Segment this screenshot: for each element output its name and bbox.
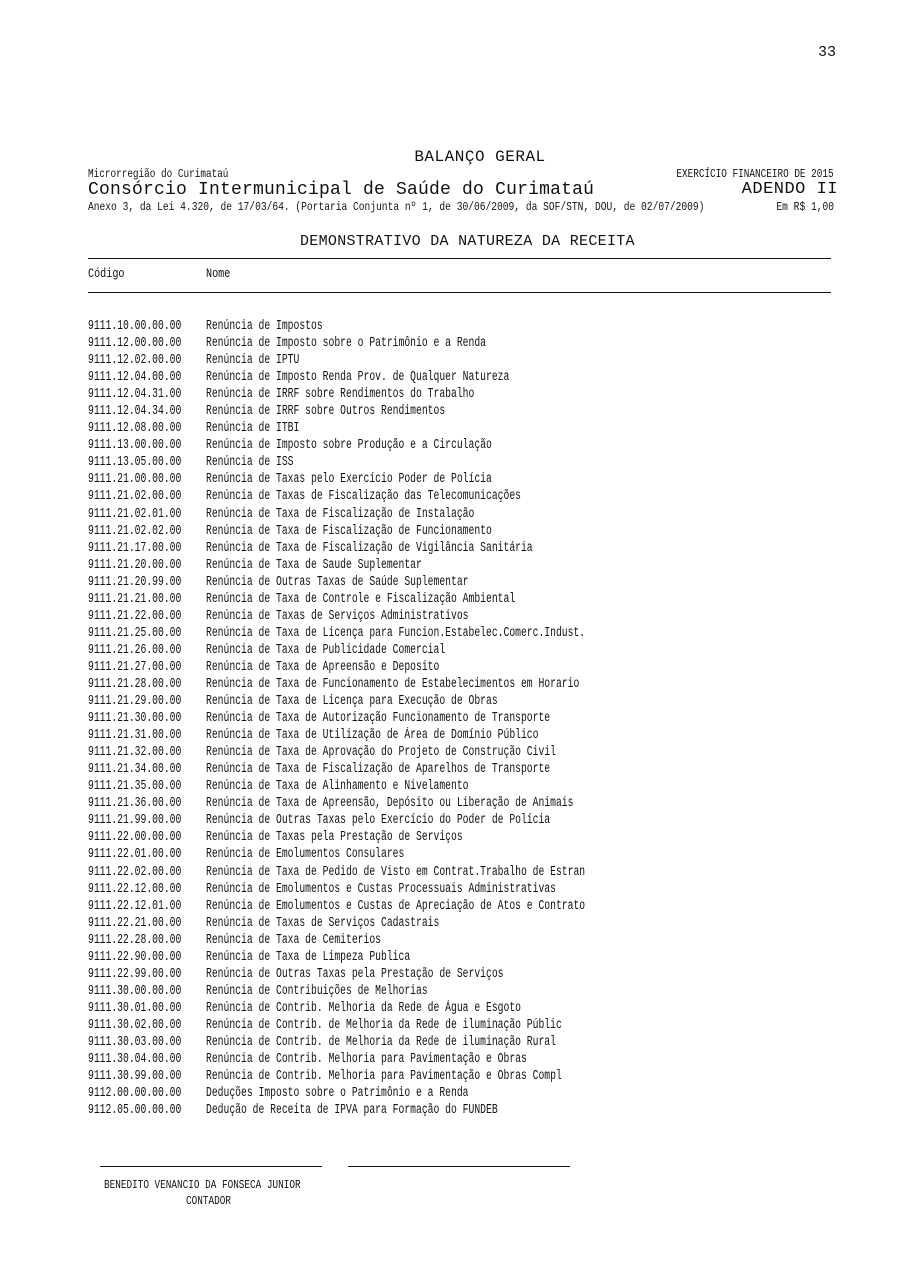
row-name: Renúncia de Taxa de Fiscalização de Vigilância Sanitária	[206, 540, 533, 556]
table-row	[88, 693, 788, 710]
region-label: Microrregião do Curimataú	[88, 167, 229, 181]
table-row	[88, 846, 788, 863]
row-code: 9111.12.04.00.00	[88, 370, 182, 386]
row-name: Renúncia de Taxas pela Prestação de Serviços	[206, 830, 463, 846]
table-row	[88, 1034, 788, 1051]
table-row	[88, 761, 788, 778]
row-code: 9111.12.00.00.00	[88, 336, 182, 352]
adendo-label: ADENDO II	[741, 180, 838, 199]
row-name: Renúncia de Contribuições de Melhorias	[206, 983, 428, 999]
row-name: Renúncia de Taxa de Alinhamento e Nivelamento	[206, 779, 469, 795]
revenue-table	[88, 318, 788, 1119]
row-name: Renúncia de Taxas pelo Exercício Poder de Polícia	[206, 472, 492, 488]
row-code: 9111.12.08.00.00	[88, 421, 182, 437]
row-code: 9111.22.00.00.00	[88, 830, 182, 846]
row-code: 9111.21.99.00.00	[88, 813, 182, 829]
table-row	[88, 966, 788, 983]
page-number: 33	[818, 44, 837, 61]
row-name: Renúncia de Outras Taxas pela Prestação de Serviços	[206, 966, 504, 982]
table-row	[88, 778, 788, 795]
row-code: 9111.22.21.00.00	[88, 915, 182, 931]
table-row	[88, 659, 788, 676]
signature-line-right	[348, 1166, 570, 1167]
row-name: Renúncia de Taxa de Apreensão, Depósito ou Liberação de Animais	[206, 796, 574, 812]
row-name: Renúncia de Outras Taxas de Saúde Suplementar	[206, 574, 469, 590]
table-row	[88, 488, 788, 505]
row-code: 9111.22.28.00.00	[88, 932, 182, 948]
row-code: 9111.21.35.00.00	[88, 779, 182, 795]
row-code: 9111.12.02.00.00	[88, 353, 182, 369]
row-name: Renúncia de Contrib. Melhoria para Pavimentação e Obras Compl	[206, 1069, 562, 1085]
row-code: 9111.21.31.00.00	[88, 728, 182, 744]
row-name: Renúncia de Taxa de Fiscalização de Aparelhos de Transporte	[206, 762, 551, 778]
table-row	[88, 932, 788, 949]
table-row	[88, 881, 788, 898]
row-code: 9111.22.01.00.00	[88, 847, 182, 863]
row-code: 9112.05.00.00.00	[88, 1103, 182, 1119]
row-name: Renúncia de IRRF sobre Outros Rendimentos	[206, 404, 446, 420]
row-name: Deduções Imposto sobre o Patrimônio e a Renda	[206, 1086, 469, 1102]
column-header-name: Nome	[206, 266, 231, 281]
signatory-name: BENEDITO VENANCIO DA FONSECA JUNIOR	[104, 1178, 301, 1192]
row-code: 9111.21.30.00.00	[88, 711, 182, 727]
row-name: Renúncia de Imposto sobre o Patrimônio e a Renda	[206, 336, 486, 352]
column-header-code: Código	[88, 266, 125, 281]
row-name: Renúncia de Taxa de Limpeza Publica	[206, 949, 411, 965]
table-row	[88, 1017, 788, 1034]
row-code: 9112.00.00.00.00	[88, 1086, 182, 1102]
table-row	[88, 795, 788, 812]
table-row	[88, 829, 788, 846]
table-row	[88, 471, 788, 488]
table-row	[88, 523, 788, 540]
row-name: Renúncia de Taxas de Serviços Administrativos	[206, 608, 469, 624]
table-row	[88, 335, 788, 352]
table-row	[88, 915, 788, 932]
row-code: 9111.30.03.00.00	[88, 1034, 182, 1050]
row-name: Renúncia de Emolumentos Consulares	[206, 847, 405, 863]
row-code: 9111.30.00.00.00	[88, 983, 182, 999]
table-row	[88, 369, 788, 386]
currency-unit: Em R$ 1,00	[776, 200, 834, 214]
row-code: 9111.21.02.00.00	[88, 489, 182, 505]
row-name: Renúncia de Impostos	[206, 319, 323, 334]
row-code: 9111.21.32.00.00	[88, 745, 182, 761]
table-row	[88, 1068, 788, 1085]
signature-line-left	[100, 1166, 322, 1167]
row-name: Renúncia de Taxa de Fiscalização de Instalação	[206, 506, 475, 522]
table-row	[88, 710, 788, 727]
row-name: Renúncia de Taxa de Cemiterios	[206, 932, 381, 948]
row-name: Renúncia de Imposto sobre Produção e a Circulação	[206, 438, 492, 454]
row-name: Renúncia de Imposto Renda Prov. de Qualquer Natureza	[206, 370, 510, 386]
row-code: 9111.30.02.00.00	[88, 1017, 182, 1033]
table-row	[88, 642, 788, 659]
table-row	[88, 864, 788, 881]
row-code: 9111.21.28.00.00	[88, 676, 182, 692]
row-name: Renúncia de Taxa de Licença para Funcion.Estabelec.Comerc.Indust.	[206, 625, 586, 641]
row-code: 9111.21.20.99.00	[88, 574, 182, 590]
row-name: Renúncia de IRRF sobre Rendimentos do Trabalho	[206, 387, 475, 403]
row-name: Renúncia de Contrib. Melhoria da Rede de Água e Esgoto	[206, 1000, 521, 1016]
row-name: Renúncia de Emolumentos e Custas de Apreciação de Atos e Contrato	[206, 898, 586, 914]
row-name: Renúncia de ISS	[206, 455, 294, 471]
row-name: Renúncia de Taxa de Funcionamento de Estabelecimentos em Horario	[206, 676, 580, 692]
table-row	[88, 1085, 788, 1102]
row-code: 9111.21.36.00.00	[88, 796, 182, 812]
signatory-role: CONTADOR	[186, 1194, 231, 1208]
table-row	[88, 506, 788, 523]
row-name: Renúncia de Contrib. de Melhoria da Rede de iluminação Públic	[206, 1017, 562, 1033]
table-row	[88, 608, 788, 625]
row-code: 9111.12.04.31.00	[88, 387, 182, 403]
table-row	[88, 454, 788, 471]
table-row	[88, 1102, 788, 1119]
table-row	[88, 540, 788, 557]
row-name: Renúncia de Emolumentos e Custas Processuais Administrativas	[206, 881, 556, 897]
row-name: Renúncia de Taxa de Fiscalização de Funcionamento	[206, 523, 492, 539]
row-code: 9111.30.01.00.00	[88, 1000, 182, 1016]
table-row	[88, 744, 788, 761]
row-code: 9111.21.34.00.00	[88, 762, 182, 778]
row-name: Renúncia de Taxa de Aprovação do Projeto de Construção Civil	[206, 745, 556, 761]
table-row	[88, 676, 788, 693]
row-code: 9111.21.02.02.00	[88, 523, 182, 539]
row-code: 9111.22.02.00.00	[88, 864, 182, 880]
row-code: 9111.21.02.01.00	[88, 506, 182, 522]
row-name: Renúncia de Taxa de Saude Suplementar	[206, 557, 422, 573]
row-name: Renúncia de Taxa de Licença para Execução de Obras	[206, 694, 498, 710]
report-header-title: BALANÇO GERAL	[414, 148, 546, 166]
table-row	[88, 386, 788, 403]
table-row	[88, 949, 788, 966]
row-code: 9111.21.25.00.00	[88, 625, 182, 641]
fiscal-year-label: EXERCÍCIO FINANCEIRO DE 2015	[676, 167, 834, 181]
row-code: 9111.21.29.00.00	[88, 694, 182, 710]
row-name: Renúncia de Taxas de Serviços Cadastrais	[206, 915, 440, 931]
row-code: 9111.30.99.00.00	[88, 1069, 182, 1085]
row-name: Renúncia de IPTU	[206, 353, 300, 369]
table-row	[88, 591, 788, 608]
table-row	[88, 420, 788, 437]
row-code: 9111.21.20.00.00	[88, 557, 182, 573]
table-row	[88, 727, 788, 744]
row-code: 9111.22.90.00.00	[88, 949, 182, 965]
table-row	[88, 983, 788, 1000]
table-row	[88, 812, 788, 829]
row-code: 9111.12.04.34.00	[88, 404, 182, 420]
row-code: 9111.30.04.00.00	[88, 1052, 182, 1068]
report-title: DEMONSTRATIVO DA NATUREZA DA RECEITA	[300, 233, 635, 250]
row-name: Dedução de Receita de IPVA para Formação do FUNDEB	[206, 1103, 498, 1119]
table-row	[88, 574, 788, 591]
row-code: 9111.22.99.00.00	[88, 966, 182, 982]
row-name: Renúncia de Taxa de Utilização de Área de Domínio Público	[206, 728, 539, 744]
row-name: Renúncia de Taxa de Pedido de Visto em Contrat.Trabalho de Estran	[206, 864, 586, 880]
table-row	[88, 557, 788, 574]
row-code: 9111.22.12.00.00	[88, 881, 182, 897]
row-code: 9111.13.05.00.00	[88, 455, 182, 471]
row-code: 9111.10.00.00.00	[88, 319, 182, 334]
row-name: Renúncia de Contrib. Melhoria para Pavimentação e Obras	[206, 1052, 527, 1068]
row-code: 9111.21.00.00.00	[88, 472, 182, 488]
row-name: Renúncia de ITBI	[206, 421, 300, 437]
row-name: Renúncia de Taxa de Autorização Funcionamento de Transporte	[206, 711, 551, 727]
table-row	[88, 403, 788, 420]
row-code: 9111.21.22.00.00	[88, 608, 182, 624]
table-row	[88, 318, 788, 335]
row-name: Renúncia de Taxa de Publicidade Comercial	[206, 642, 446, 658]
header-rule-bottom	[88, 292, 831, 293]
table-row	[88, 352, 788, 369]
row-name: Renúncia de Taxa de Apreensão e Deposito	[206, 659, 440, 675]
table-row	[88, 1000, 788, 1017]
row-name: Renúncia de Outras Taxas pelo Exercício do Poder de Polícia	[206, 813, 551, 829]
table-row	[88, 437, 788, 454]
row-code: 9111.22.12.01.00	[88, 898, 182, 914]
entity-name: Consórcio Intermunicipal de Saúde do Curimataú	[88, 180, 595, 200]
legal-reference: Anexo 3, da Lei 4.320, de 17/03/64. (Portaria Conjunta nº 1, de 30/06/2009, da SOF/STN, DOU, de 02/07/2009)	[88, 200, 705, 214]
row-code: 9111.13.00.00.00	[88, 438, 182, 454]
row-name: Renúncia de Taxa de Controle e Fiscalização Ambiental	[206, 591, 516, 607]
table-row	[88, 898, 788, 915]
row-code: 9111.21.17.00.00	[88, 540, 182, 556]
table-row	[88, 625, 788, 642]
header-rule-top	[88, 258, 831, 259]
row-code: 9111.21.27.00.00	[88, 659, 182, 675]
row-name: Renúncia de Taxas de Fiscalização das Telecomunicações	[206, 489, 521, 505]
table-row	[88, 1051, 788, 1068]
row-code: 9111.21.26.00.00	[88, 642, 182, 658]
row-name: Renúncia de Contrib. de Melhoria da Rede de iluminação Rural	[206, 1034, 556, 1050]
row-code: 9111.21.21.00.00	[88, 591, 182, 607]
